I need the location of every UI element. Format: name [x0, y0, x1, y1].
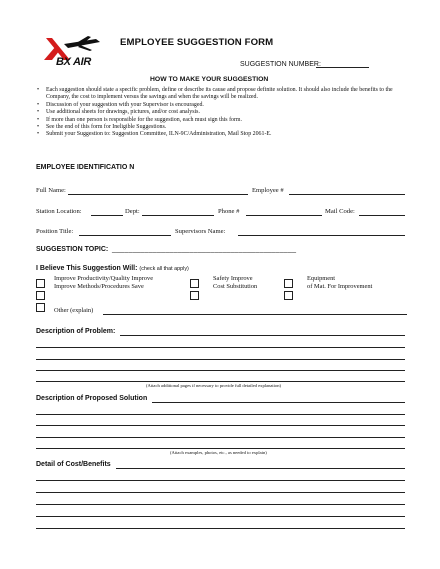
problem-line[interactable]: [36, 381, 405, 382]
option-text: Cost Substitution: [213, 283, 258, 290]
howto-item: • Discussion of your suggestion with your Supervisor is encouraged.: [36, 102, 408, 109]
option-group-1: [54, 275, 153, 291]
employee-number-label: Employee #: [252, 187, 284, 194]
phone-label: Phone #: [218, 208, 240, 215]
believe-hint: (check all that apply): [139, 266, 189, 272]
other-checkbox[interactable]: [36, 303, 45, 312]
dept-label: Dept:: [125, 208, 140, 215]
mail-code-field[interactable]: [359, 215, 405, 216]
suggestion-topic-label: SUGGESTION TOPIC:: [36, 246, 109, 253]
material-checkbox[interactable]: [284, 291, 293, 300]
believe-heading-text: I Believe This Suggestion Will:: [36, 265, 138, 272]
option-text: Improve Productivity/Quality Improve: [54, 275, 154, 282]
howto-item: • Use additional sheets for drawings, pictures, and/or cost analysis.: [36, 109, 408, 116]
mail-code-label: Mail Code:: [325, 208, 355, 215]
howto-list: [36, 87, 408, 139]
option-group-2: [213, 275, 257, 291]
equipment-checkbox[interactable]: [284, 279, 293, 288]
option-group-3: [307, 275, 372, 291]
solution-line[interactable]: [36, 448, 405, 449]
dept-field[interactable]: [142, 215, 214, 216]
option-text: Improve Methods/Procedures Save: [54, 283, 144, 290]
solution-note: (Attach examples, photos, etc., as needed to explain): [170, 450, 267, 455]
solution-line[interactable]: [36, 414, 405, 415]
problem-line[interactable]: [36, 370, 405, 371]
other-label: Other (explain): [54, 307, 94, 314]
problem-line[interactable]: [36, 359, 405, 360]
howto-item: • See the end of this form for Ineligible Suggestions.: [36, 124, 408, 131]
problem-line[interactable]: [120, 335, 405, 336]
station-location-field[interactable]: [91, 215, 123, 216]
problem-note: (Attach additional pages if necessary to provide full detailed explanation): [146, 383, 282, 388]
howto-heading: HOW TO MAKE YOUR SUGGESTION: [150, 76, 269, 83]
howto-item: • If more than one person is responsible for the suggestion, each must sign this form.: [36, 117, 408, 124]
suggestion-number-label: SUGGESTION NUMBER:: [240, 61, 321, 68]
position-title-label: Position Title:: [36, 228, 74, 235]
problem-heading: Description of Problem:: [36, 328, 116, 335]
cost-line[interactable]: [116, 468, 405, 469]
cost-line[interactable]: [36, 480, 405, 481]
position-title-field[interactable]: [79, 235, 171, 236]
cost-line[interactable]: [36, 492, 405, 493]
other-field[interactable]: [103, 314, 407, 315]
solution-line[interactable]: [36, 437, 405, 438]
supervisors-name-field[interactable]: [238, 235, 405, 236]
improve-productivity-checkbox[interactable]: [36, 279, 45, 288]
solution-line[interactable]: [152, 402, 405, 403]
option-text: of Mat. For Improvement: [307, 283, 373, 290]
howto-item: • Submit your Suggestion to: Suggestion Committee, ILN-9C/Administration, Mail Stop 2061-E.: [36, 131, 408, 138]
howto-item: • Each suggestion should state a specific problem, define or describe its cause and propose definite solution. It should also include the benefits to the Company, the cost to implement versus the savings and when the savings will be realized.: [36, 87, 408, 102]
cost-checkbox[interactable]: [190, 291, 199, 300]
full-name-label: Full Name:: [36, 187, 66, 194]
abx-air-logo: [34, 34, 108, 74]
cost-line[interactable]: [36, 528, 405, 529]
airplane-icon: [34, 34, 108, 74]
safety-checkbox[interactable]: [190, 279, 199, 288]
improve-methods-checkbox[interactable]: [36, 291, 45, 300]
logo-text: BX AIR: [56, 56, 92, 68]
employee-number-field[interactable]: [289, 194, 405, 195]
solution-heading: Description of Proposed Solution: [36, 395, 148, 402]
option-text: Safety Improve: [213, 275, 253, 282]
cost-line[interactable]: [36, 504, 405, 505]
solution-line[interactable]: [36, 425, 405, 426]
cost-line[interactable]: [36, 516, 405, 517]
believe-heading: [36, 265, 189, 272]
option-text: Equipment: [307, 275, 336, 282]
identification-heading: EMPLOYEE IDENTIFICATIO N: [36, 164, 135, 171]
full-name-field[interactable]: [68, 194, 248, 195]
problem-line[interactable]: [36, 347, 405, 348]
form-title: EMPLOYEE SUGGESTION FORM: [120, 37, 274, 48]
suggestion-topic-field[interactable]: _____________________________________________: [112, 246, 297, 253]
supervisors-name-label: Supervisors Name:: [175, 228, 226, 235]
cost-heading: Detail of Cost/Benefits: [36, 461, 111, 468]
suggestion-number-field[interactable]: [316, 67, 369, 68]
station-location-label: Station Location:: [36, 208, 82, 215]
phone-field[interactable]: [246, 215, 322, 216]
